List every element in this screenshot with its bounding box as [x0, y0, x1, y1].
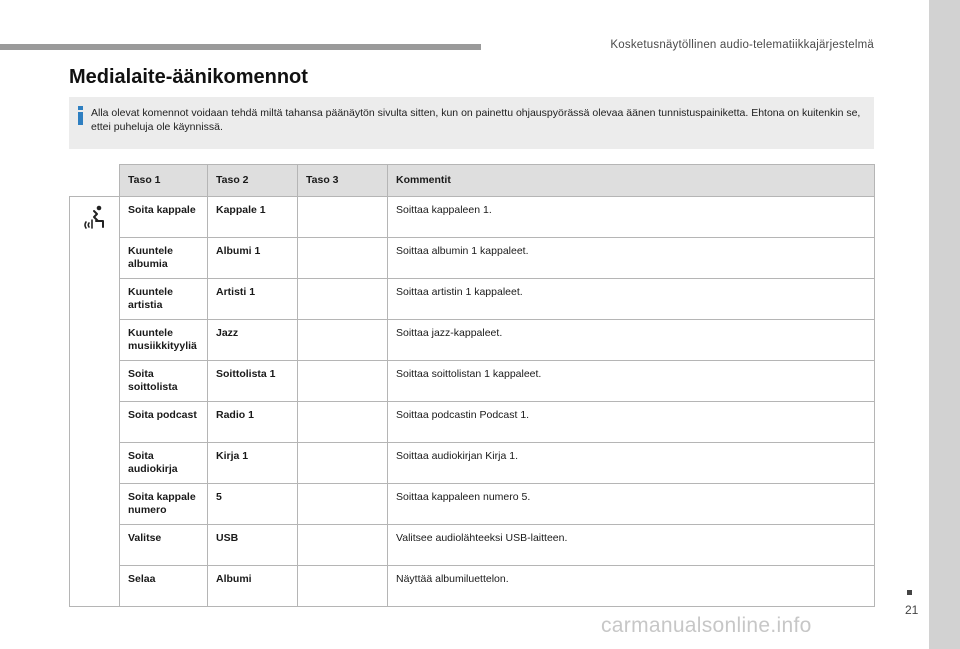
page-title: Medialaite-äänikomennot	[69, 66, 308, 88]
cell-comment: Soittaa albumin 1 kappaleet.	[388, 238, 875, 279]
cell-level2: 5	[208, 484, 298, 525]
cell-level3	[298, 525, 388, 566]
cell-level2: Kirja 1	[208, 443, 298, 484]
cell-level3	[298, 197, 388, 238]
watermark: carmanualsonline.info	[601, 614, 812, 637]
cell-level2: Albumi 1	[208, 238, 298, 279]
table-header-row	[70, 165, 875, 197]
table-row	[70, 279, 875, 320]
cell-level1: Soita kappale numero	[120, 484, 208, 525]
cell-level3	[298, 566, 388, 607]
cell-comment: Soittaa kappaleen numero 5.	[388, 484, 875, 525]
cell-level3	[298, 484, 388, 525]
cell-level1: Kuuntele musiikkityyliä	[120, 320, 208, 361]
cell-level1: Soita kappale	[120, 197, 208, 238]
cell-comment: Soittaa audiokirjan Kirja 1.	[388, 443, 875, 484]
table-row	[70, 361, 875, 402]
table-row	[70, 566, 875, 607]
cell-level2: Radio 1	[208, 402, 298, 443]
table-row	[70, 238, 875, 279]
page-marker	[907, 590, 912, 595]
cell-level3	[298, 443, 388, 484]
cell-level2: Soittolista 1	[208, 361, 298, 402]
voice-icon-cell	[70, 197, 120, 607]
column-header-comments: Kommentit	[388, 165, 875, 197]
table-row	[70, 525, 875, 566]
cell-level3	[298, 361, 388, 402]
column-header-level2: Taso 2	[208, 165, 298, 197]
cell-comment: Soittaa podcastin Podcast 1.	[388, 402, 875, 443]
section-header-title: Kosketusnäytöllinen audio-telematiikkajärjestelmä	[610, 39, 874, 51]
side-band	[929, 0, 960, 649]
table-row	[70, 197, 875, 238]
cell-comment: Näyttää albumiluettelon.	[388, 566, 875, 607]
info-box	[69, 97, 874, 149]
page-number: 21	[905, 603, 919, 617]
cell-level2: Albumi	[208, 566, 298, 607]
cell-level1: Soita podcast	[120, 402, 208, 443]
table-row	[70, 402, 875, 443]
column-header-level1: Taso 1	[120, 165, 208, 197]
cell-comment: Valitsee audiolähteeksi USB-laitteen.	[388, 525, 875, 566]
cell-level3	[298, 320, 388, 361]
cell-level3	[298, 402, 388, 443]
table-row	[70, 320, 875, 361]
cell-level1: Valitse	[120, 525, 208, 566]
info-icon	[78, 106, 83, 125]
cell-level2: USB	[208, 525, 298, 566]
icon-column-header	[70, 165, 120, 197]
cell-level2: Artisti 1	[208, 279, 298, 320]
cell-level3	[298, 238, 388, 279]
info-text: Alla olevat komennot voidaan tehdä miltä tahansa päänäytön sivulta sitten, kun on painettu ohjauspyörässä olevaa äänen tunnistuspainiketta. Ehtona on kuitenkin se, ettei puheluja ole käynnissä.	[91, 107, 861, 133]
cell-level1: Selaa	[120, 566, 208, 607]
cell-level1: Kuuntele artistia	[120, 279, 208, 320]
cell-level2: Kappale 1	[208, 197, 298, 238]
voice-command-icon	[82, 204, 108, 234]
table-row	[70, 484, 875, 525]
voice-commands-table	[69, 164, 875, 607]
cell-level2: Jazz	[208, 320, 298, 361]
cell-comment: Soittaa artistin 1 kappaleet.	[388, 279, 875, 320]
table-row	[70, 443, 875, 484]
cell-level3	[298, 279, 388, 320]
cell-level1: Kuuntele albumia	[120, 238, 208, 279]
cell-comment: Soittaa soittolistan 1 kappaleet.	[388, 361, 875, 402]
cell-comment: Soittaa kappaleen 1.	[388, 197, 875, 238]
cell-level1: Soita audiokirja	[120, 443, 208, 484]
cell-comment: Soittaa jazz-kappaleet.	[388, 320, 875, 361]
column-header-level3: Taso 3	[298, 165, 388, 197]
header-rule	[0, 44, 481, 50]
cell-level1: Soita soittolista	[120, 361, 208, 402]
